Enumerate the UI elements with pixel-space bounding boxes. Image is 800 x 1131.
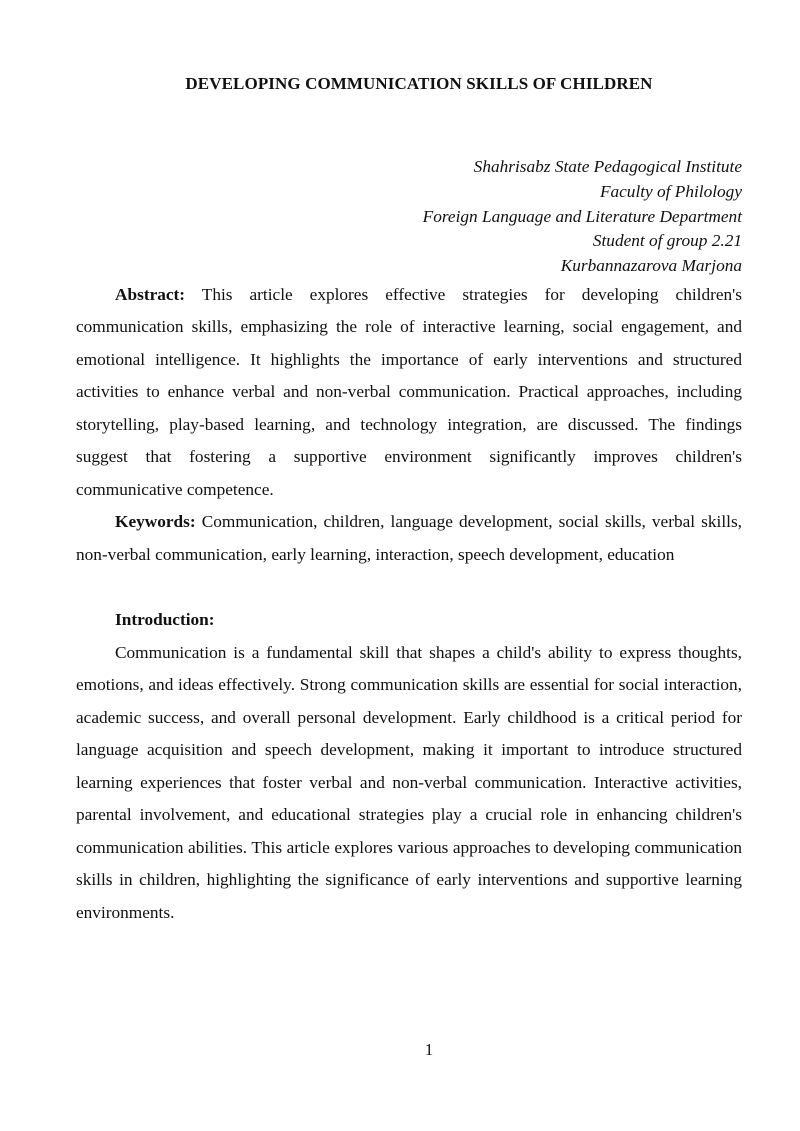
student-group: Student of group 2.21	[592, 231, 742, 251]
faculty: Faculty of Philology	[599, 181, 742, 201]
author-affiliation	[76, 155, 742, 279]
abstract-paragraph	[76, 279, 742, 507]
keywords-label: Keywords:	[115, 512, 196, 532]
keywords-text: Communication, children, language development, social skills, verbal skills, non-verbal communication, early learning, interaction, speech development, education	[76, 512, 742, 564]
keywords-paragraph	[76, 506, 742, 571]
author-name: Kurbannazarova Marjona	[560, 256, 742, 276]
abstract-label: Abstract:	[115, 284, 186, 304]
department: Foreign Language and Literature Department	[422, 206, 742, 226]
introduction-paragraph: Communication is a fundamental skill that shapes a child's ability to express thoughts, emotions, and ideas effectively. Strong communication skills are essential for social interaction, academic success, and overall personal development. Early childhood is a critical period for language acquisition and speech development, making it important to introduce structured learning experiences that foster verbal and non-verbal communication. Interactive activities, parental involvement, and educational strategies play a crucial role in enhancing children's communication abilities. This article explores various approaches to developing communication skills in children, highlighting the significance of early interventions and supportive learning environments.	[76, 642, 742, 922]
abstract-text: This article explores effective strategies for developing children's communication skills, emphasizing the role of interactive learning, social engagement, and emotional intelligence. It highlights the importance of early interventions and structured activities to enhance verbal and non-verbal communication. Practical approaches, including storytelling, play-based learning, and technology integration, are discussed. The findings suggest that fostering a supportive environment significantly improves children's communicative competence.	[76, 284, 742, 499]
paper-title: DEVELOPING COMMUNICATION SKILLS OF CHILDREN	[185, 74, 653, 93]
page-number: 1	[424, 1040, 434, 1059]
document-page	[76, 74, 742, 929]
introduction-heading: Introduction:	[115, 610, 215, 630]
institution: Shahrisabz State Pedagogical Institute	[473, 157, 742, 176]
